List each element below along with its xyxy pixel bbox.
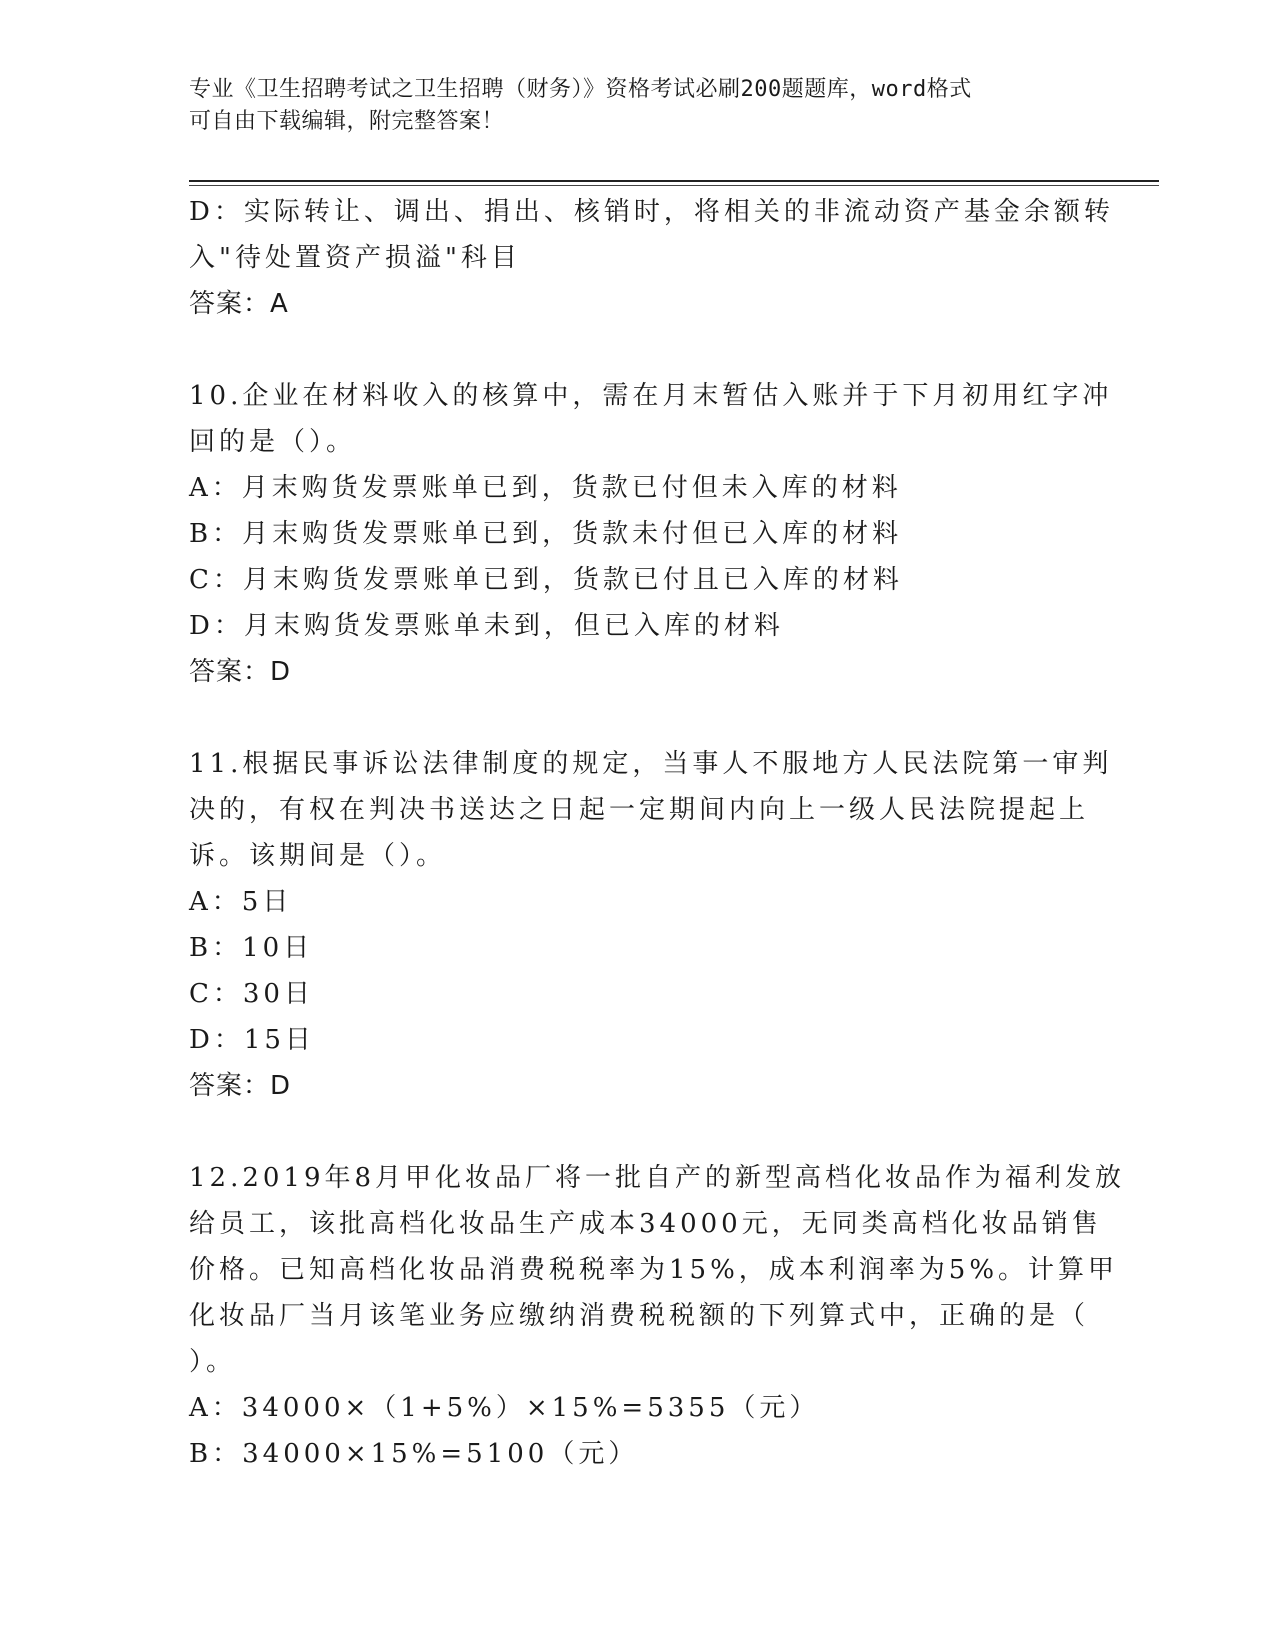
answer-line: 答案：D [189,1071,292,1101]
option-c: C：月末购货发票账单已到，货款已付且已入库的材料 [189,565,903,595]
option-d-continued: 入"待处置资产损溢"科目 [189,243,521,273]
option-c: C：30日 [189,979,314,1009]
header-divider-thin [189,185,1159,186]
option-a: A：34000×（1+5%）×15%=5355（元） [189,1393,820,1423]
question-text-continued: 给员工，该批高档化妆品生产成本34000元，无同类高档化妆品销售 [189,1209,1102,1239]
spacer [189,1109,1089,1155]
option-b: B：月末购货发票账单已到，货款未付但已入库的材料 [189,519,903,549]
option-d: D：实际转让、调出、捐出、核销时，将相关的非流动资产基金余额转 [189,197,1114,227]
option-b: B：10日 [189,933,314,963]
question-text-continued: 决的，有权在判决书送达之日起一定期间内向上一级人民法院提起上 [189,795,1090,825]
answer-line: 答案：A [189,289,289,319]
question-text: 11.根据民事诉讼法律制度的规定，当事人不服地方人民法院第一审判 [189,749,1113,779]
header-line-2: 可自由下载编辑，附完整答案！ [189,109,505,134]
option-a: A：5日 [189,887,293,917]
option-d: D：月末购货发票账单未到，但已入库的材料 [189,611,784,641]
question-block-12 [189,1155,1126,1477]
spacer [189,327,1089,373]
question-text-continued: 化妆品厂当月该笔业务应缴纳消费税税额的下列算式中，正确的是（ [189,1301,1090,1331]
question-list [189,189,1126,1477]
question-text-continued: 诉。该期间是（）。 [189,841,447,871]
option-d: D：15日 [189,1025,315,1055]
option-a: A：月末购货发票账单已到，货款已付但未入库的材料 [189,473,902,503]
question-text: 10.企业在材料收入的核算中，需在月末暂估入账并于下月初用红字冲 [189,381,1113,411]
question-block-9 [189,189,1114,327]
option-b: B：34000×15%=5100（元） [189,1439,639,1469]
spacer [189,695,1089,741]
question-block-10 [189,373,1113,695]
document-header [189,74,1069,138]
question-text-continued: ）。 [189,1347,237,1377]
question-text-continued: 回的是（）。 [189,427,357,457]
header-divider [189,180,1159,182]
question-text: 12.2019年8月甲化妆品厂将一批自产的新型高档化妆品作为福利发放 [189,1163,1126,1193]
header-line-1: 专业《卫生招聘考试之卫生招聘（财务）》资格考试必刷200题题库，word格式 [189,77,972,102]
question-text-continued: 价格。已知高档化妆品消费税税率为15%，成本利润率为5%。计算甲 [189,1255,1119,1285]
answer-line: 答案：D [189,657,292,687]
question-block-11 [189,741,1113,1109]
